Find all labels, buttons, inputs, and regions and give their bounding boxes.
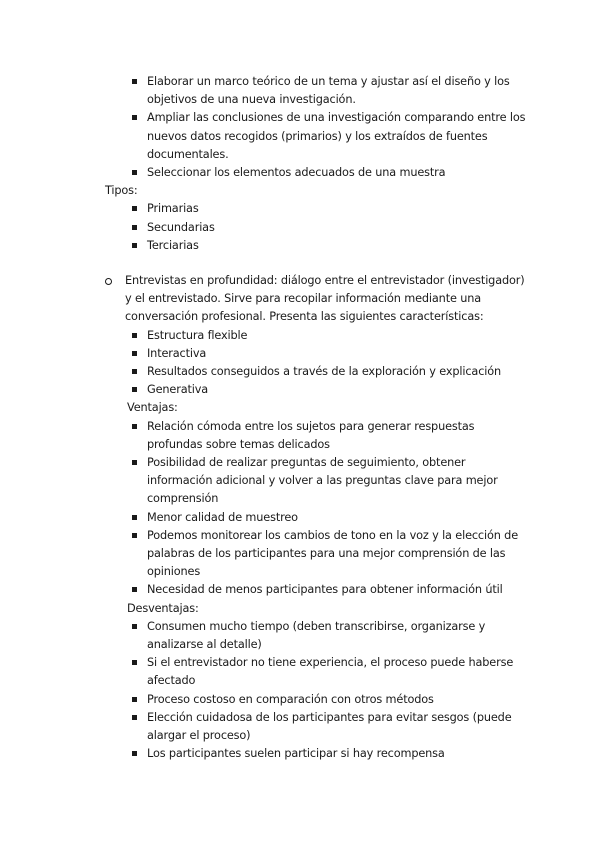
list-item: Seleccionar los elementos adecuados de una muestra — [127, 164, 527, 182]
tipos-list — [127, 200, 527, 255]
list-item: Secundarias — [127, 219, 527, 237]
interviews-section — [105, 272, 530, 763]
desventajas-label: Desventajas: — [127, 601, 199, 615]
list-item: Ampliar las conclusiones de una investigación comparando entre los nuevos datos recogidos (primarios) y los extraídos de fuentes documentales. — [127, 109, 527, 164]
list-item: Posibilidad de realizar preguntas de seguimiento, obtener información adicional y volver a las preguntas clave para mejor comprensión — [127, 454, 530, 509]
list-item: Generativa — [127, 381, 530, 399]
list-item: Proceso costoso en comparación con otros métodos — [127, 691, 530, 709]
ventajas-list — [127, 418, 530, 600]
tipos-label: Tipos: — [105, 184, 138, 198]
ventajas-label: Ventajas: — [127, 401, 178, 415]
list-item: Los participantes suelen participar si hay recompensa — [127, 745, 530, 763]
list-item: Menor calidad de muestreo — [127, 509, 530, 527]
list-item: Necesidad de menos participantes para obtener información útil — [127, 581, 530, 599]
interviews-details — [127, 327, 530, 764]
list-item: Primarias — [127, 200, 527, 218]
objectives-list — [127, 73, 527, 182]
list-item: Si el entrevistador no tiene experiencia, el proceso puede haberse afectado — [127, 654, 530, 690]
interviews-intro: Entrevistas en profundidad: diálogo entre el entrevistador (investigador) y el entrevistado. Sirve para recopilar información mediante una conversación profesional. Presenta las siguientes características: — [125, 274, 525, 324]
research-objectives-block — [105, 73, 527, 255]
list-item: Consumen mucho tiempo (deben transcribirse, organizarse y analizarse al detalle) — [127, 618, 530, 654]
list-item: Resultados conseguidos a través de la exploración y explicación — [127, 363, 530, 381]
list-item: Relación cómoda entre los sujetos para generar respuestas profundas sobre temas delicados — [127, 418, 530, 454]
desventajas-list — [127, 618, 530, 764]
list-item: Terciarias — [127, 237, 527, 255]
hollow-circle-bullet-icon — [105, 278, 112, 285]
list-item: Podemos monitorear los cambios de tono en la voz y la elección de palabras de los participantes para una mejor comprensión de las opiniones — [127, 527, 530, 582]
list-item: Interactiva — [127, 345, 530, 363]
list-item: Elección cuidadosa de los participantes para evitar sesgos (puede alargar el proceso) — [127, 709, 530, 745]
characteristics-list — [127, 327, 530, 400]
list-item: Elaborar un marco teórico de un tema y ajustar así el diseño y los objetivos de una nueva investigación. — [127, 73, 527, 109]
list-item: Estructura flexible — [127, 327, 530, 345]
